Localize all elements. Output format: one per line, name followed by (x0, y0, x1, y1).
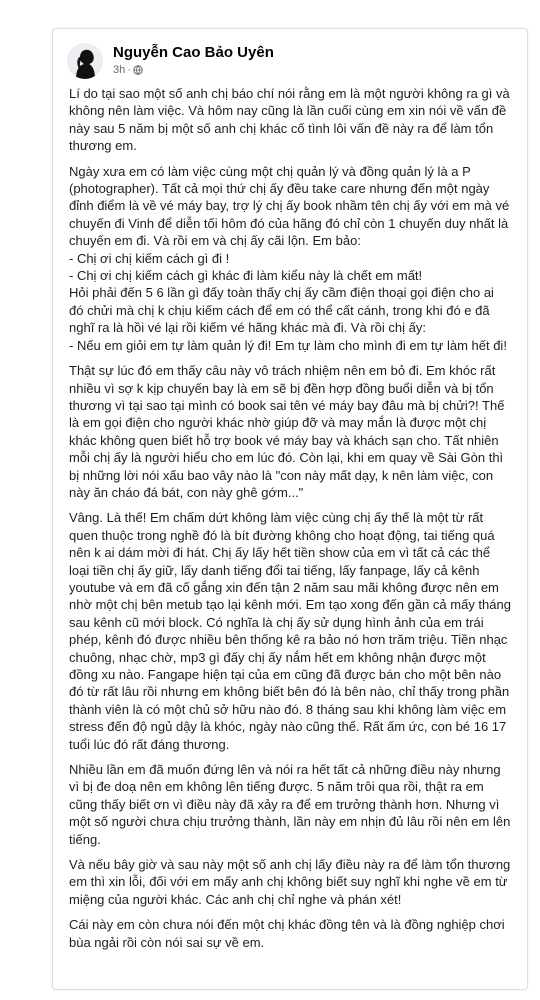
post-paragraph: Nhiều lần em đã muốn đứng lên và nói ra hết tất cả những điều này nhưng vì bị đe doạ nên em không lên tiếng được. 5 năm trôi qua rồi, thật ra em cũng thấy biết ơn vì điều này đã xảy ra để em trưởng thành hơn. Nhưng vì một số người chưa chịu trưởng thành, lần này em nhịn đủ lâu rồi nên em lên tiếng. (69, 762, 511, 847)
meta-separator: · (127, 64, 131, 76)
post-paragraph: Và nếu bây giờ và sau này một số anh chị lấy điều này ra để làm tổn thương em thì xin lỗi, đối với em mấy anh chị không biết suy nghĩ khi nghe về em từ miệng của người khác. Các anh chị chỉ nghe và phán xét! (69, 857, 511, 907)
globe-icon (133, 65, 143, 75)
avatar-silhouette-icon (67, 43, 103, 79)
post-paragraph: Vâng. Là thế! Em chấm dứt không làm việc cùng chị ấy thế là một từ rất quen thuộc trong nghề đó là bít đường không cho hoạt động, tai tiếng quá nên k ai dám mời đi hát. Chị ấy lấy hết tiền show của em vì tất cả các thể loại tiền chị ấy giữ, lấy danh tiếng đổi tai tiếng, lấy fanpage, lấy cả kênh youtube và em đã cố gắng xin đến tận 2 năm sau mãi không được nên em nhờ một chị bên metub tạo lại kênh mới. Em tạo xong đến gần cả mấy tháng sau kênh cũ mới block. Có nghĩa là chị ấy sử dụng hình ảnh của em trái phép, kênh đó được nhiều bên thống kê ra bảo nó hơn trăm triệu. Tiền nhạc chuông, nhạc chờ, mp3 gì đấy chị ấy nắm hết em không nhận được một đồng xu nào. Fangape hiện tại của em cũng đã được bán cho một bên nào đó từ rất lâu rồi nhưng em không biết bên đó là bên nào, chỉ thấy trong phần thành viên là có một chủ sở hữu nào đó. 8 tháng sau khi không làm việc em stress đến độ ngủ dậy là khóc, ngày nào cũng thế. Rất ấm ức, con bé 16 17 tuổi lúc đó rất đáng thương. (69, 510, 511, 752)
post-paragraph: Ngày xưa em có làm việc cùng một chị quản lý và đồng quản lý là a P (photographer). Tất cả mọi thứ chị ấy đều take care nhưng đến một ngày đỉnh điểm là về vé máy bay, trợ lý chị ấy book nhầm tên chị ấy với em mà vé chuyến đi Vinh để diễn tối hôm đó của hãng đó chỉ còn 1 chuyến duy nhất là chuyến em đi. Và rồi em và chị ấy cãi lộn. Em bảo: - Chị ơi chị kiếm cách gì đi ! - Chị ơi chị kiếm cách gì khác đi làm kiểu này là chết em mất! Hỏi phải đến 5 6 lần gì đấy toàn thấy chị ấy cầm điện thoại gọi điện cho ai đó chửi mà chị k chịu kiếm cách để em có thể cất cánh, trong khi đó e đã nghĩ ra là hồi vé lại rồi kiếm vé hãng khác mà đi. Và rồi chị ấy: - Nếu em giỏi em tự làm quản lý đi! Em tự làm cho mình đi em tự làm hết đi! (69, 163, 510, 353)
post-body (69, 85, 511, 959)
post-card (52, 28, 528, 990)
avatar[interactable] (67, 43, 103, 79)
post-paragraph: Thật sự lúc đó em thấy câu này vô trách nhiệm nên em bỏ đi. Em khóc rất nhiều vì sợ k kịp chuyến bay là em sẽ bị đền hợp đồng buổi diễn và bị tổn thương vì tại sao tại mình có book sai tên vé máy bay đâu mà bị chửi?! Thế là em gọi điện cho người khác nhờ giúp đỡ và may mắn là được một chị khác không quen biết hỗ trợ book vé máy bay và khách sạn cho. Tất nhiên mỗi chị ấy là người hiểu cho em lúc đó. Còn lại, khi em quay về Sài Gòn thì bị những lời nói xấu bao vây nào là "con này mất dạy, k nên làm việc, con này ăn cháo đá bát, con này ghê gớm..." (69, 363, 505, 500)
author-name[interactable]: Nguyễn Cao Bảo Uyên (113, 44, 274, 61)
post-paragraph: Lí do tại sao một số anh chị báo chí nói rằng em là một người không ra gì và không nên làm việc. Và hôm nay cũng là lần cuối cùng em xin nói về vấn đề này sau 5 năm bị một số anh chị khác cố tình lôi vấn đề này ra để làm tổn thương em. (69, 86, 510, 154)
post-paragraph: Cái này em còn chưa nói đến một chị khác đồng tên và là đồng nghiệp chơi bùa ngải rồi còn nói sai sự về em. (69, 917, 505, 950)
post-meta (113, 64, 143, 76)
post-header (67, 43, 507, 83)
post-time[interactable]: 3h (113, 64, 126, 76)
